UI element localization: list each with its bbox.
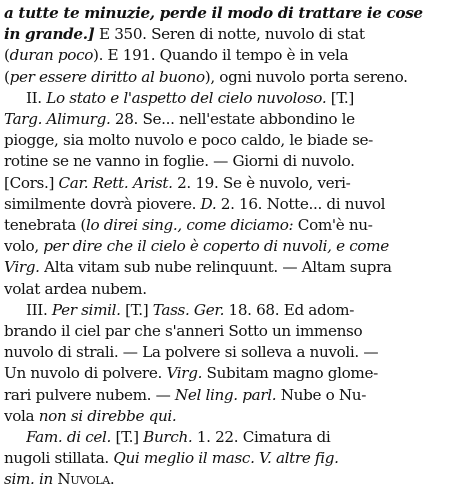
text-segment: non si direbbe qui. <box>38 406 177 425</box>
text-line <box>4 256 465 278</box>
text-segment: E 350. Seren di notte, nuvolo di stat <box>94 25 365 44</box>
text-segment: Nube o Nu- <box>276 385 366 404</box>
text-segment: nuvolo di strali. — La polvere si solleva a nuvoli. — <box>4 343 379 362</box>
text-line <box>4 129 465 151</box>
text-line <box>4 172 465 194</box>
text-segment: Per simil. <box>51 300 121 319</box>
text-line <box>4 235 465 257</box>
text-line <box>26 87 465 109</box>
text-segment: 1. 22. Cimatura di <box>192 428 331 446</box>
text-segment: 18. 68. Ed adom- <box>224 300 354 319</box>
text-segment: lo direi sing., come diciamo: <box>85 216 294 234</box>
text-segment: Alta vitam sub nube relinquunt. — Altam supra <box>39 258 392 277</box>
text-segment: ( <box>4 67 10 86</box>
text-segment: Com'è nu- <box>293 216 373 234</box>
text-line <box>4 447 465 469</box>
text-segment: Tass. Ger. <box>152 300 225 319</box>
text-line <box>4 384 465 406</box>
text-segment: Subitam magno glome- <box>202 364 378 383</box>
text-segment: Qui meglio il masc. V. altre fig. <box>113 449 339 468</box>
text-segment: Lo stato e l'aspetto del cielo nuvoloso. <box>46 88 327 107</box>
text-segment: 28. Se... nell'estate abbondino le <box>110 110 355 128</box>
text-segment: rotine se ne vanno in foglie. — Giorni di nuvolo. <box>4 152 355 171</box>
text-line <box>4 150 465 172</box>
text-segment: Un nuvolo di polvere. <box>4 364 167 383</box>
text-line <box>4 44 465 66</box>
text-segment: II. <box>26 88 47 107</box>
text-segment: sim. in <box>4 470 58 489</box>
text-segment: Virg. <box>4 258 40 277</box>
text-segment: [T.] <box>111 428 144 446</box>
text-line <box>4 66 465 88</box>
text-line <box>4 320 465 342</box>
text-segment: Burch. <box>143 428 193 446</box>
text-segment: D. <box>200 194 217 213</box>
text-line <box>4 341 465 363</box>
text-segment: tenebrata ( <box>4 216 86 234</box>
text-line <box>4 362 465 384</box>
text-segment: vola <box>4 406 39 425</box>
text-line <box>4 214 465 236</box>
text-segment: [T.] <box>120 300 153 319</box>
text-segment: . <box>109 470 115 489</box>
text-line <box>4 278 465 300</box>
text-segment: brando il ciel par che s'anneri Sotto un immenso <box>4 322 363 340</box>
text-segment: volo, <box>4 237 44 256</box>
text-line <box>4 23 465 45</box>
text-segment: rari pulvere nubem. — <box>4 385 175 404</box>
text-segment: duran poco <box>9 46 94 65</box>
text-line <box>4 468 465 490</box>
text-segment: ). E 191. Quando il tempo è in vela <box>93 46 349 65</box>
text-segment: in grande.] <box>4 25 95 44</box>
text-line <box>4 193 465 215</box>
text-line <box>4 2 465 24</box>
text-segment: per dire che il cielo è coperto di nuvoli, e come <box>43 237 389 256</box>
text-segment: piogge, sia molto nuvolo e poco caldo, le biade se- <box>4 131 373 150</box>
text-line <box>4 405 465 427</box>
text-segment: 2. 16. Notte... di nuvol <box>216 194 386 213</box>
text-segment: 2. 19. Se è nuvolo, veri- <box>172 173 351 192</box>
text-segment: Nel ling. parl. <box>174 385 277 404</box>
text-segment: Fam. di cel. <box>26 428 112 446</box>
text-line <box>26 299 465 321</box>
text-segment: a tutte te minuzie, perde il modo di trattare ie cose <box>4 4 423 22</box>
text-segment: volat ardea nubem. <box>4 279 147 298</box>
text-segment: ( <box>4 46 10 65</box>
text-segment: nugoli stillata. <box>4 449 114 468</box>
text-segment: Nuvola <box>57 470 110 489</box>
text-line <box>4 108 465 130</box>
text-segment: per essere diritto al buono <box>9 67 205 86</box>
text-segment: Virg. <box>166 364 203 383</box>
text-segment: similmente dovrà piovere. <box>4 194 201 213</box>
text-segment: ), ogni nuvolo porta sereno. <box>204 67 408 86</box>
text-segment: Car. Rett. Arist. <box>58 173 173 192</box>
text-segment: [T.] <box>326 88 354 107</box>
text-segment: [Cors.] <box>4 173 59 192</box>
text-segment: Targ. Alimurg. <box>4 110 111 128</box>
text-line <box>26 426 465 448</box>
text-segment: III. <box>26 300 52 319</box>
